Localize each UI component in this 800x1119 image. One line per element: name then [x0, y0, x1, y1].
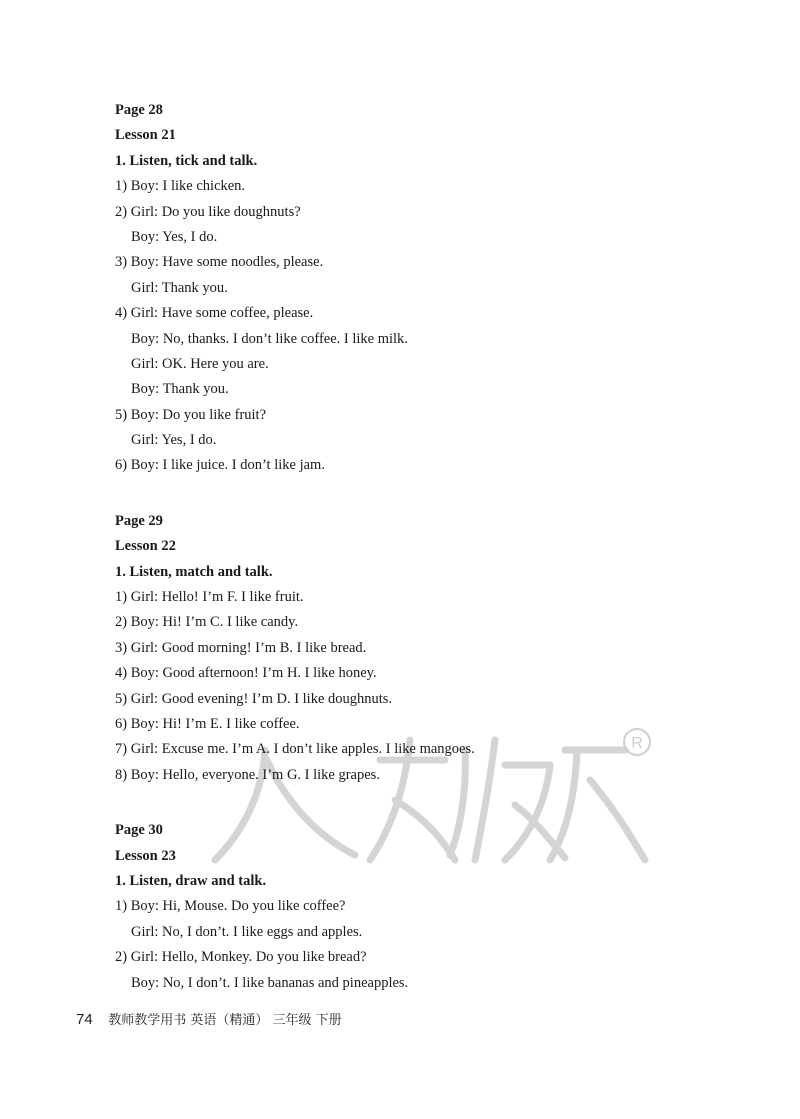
dialogue-line: Boy: Thank you.	[131, 381, 229, 398]
answer-key-content	[115, 98, 735, 1026]
dialogue-line: 3) Boy: Have some noodles, please.	[115, 254, 324, 271]
dialogue-line: Girl: Thank you.	[131, 279, 228, 296]
dialogue-line: 5) Boy: Do you like fruit?	[115, 406, 267, 423]
page-heading: Page 28	[115, 102, 163, 118]
dialogue-line: 6) Boy: I like juice. I don’t like jam.	[115, 457, 325, 474]
dialogue-line: 2) Boy: Hi! I’m C. I like candy.	[115, 614, 299, 631]
dialogue-line: 1) Boy: Hi, Mouse. Do you like coffee?	[115, 898, 346, 915]
transcript-section	[115, 818, 735, 996]
dialogue-line: 8) Boy: Hello, everyone. I’m G. I like grapes.	[115, 766, 380, 783]
dialogue-line: 4) Girl: Have some coffee, please.	[115, 305, 314, 322]
dialogue-line: 2) Girl: Hello, Monkey. Do you like bread?	[115, 949, 367, 966]
transcript-section	[115, 509, 735, 788]
page-footer	[76, 1009, 342, 1029]
book-title: 教师教学用书 英语（精通） 三年级 下册	[108, 1013, 342, 1028]
page-number: 74	[76, 1011, 93, 1028]
dialogue-line: Girl: Yes, I do.	[131, 432, 217, 449]
dialogue-line: 2) Girl: Do you like doughnuts?	[115, 203, 301, 220]
dialogue-line: Boy: No, thanks. I don’t like coffee. I like milk.	[131, 330, 408, 347]
dialogue-line: 7) Girl: Excuse me. I’m A. I don’t like apples. I like mangoes.	[115, 741, 475, 758]
dialogue-line: 4) Boy: Good afternoon! I’m H. I like honey.	[115, 665, 377, 682]
dialogue-line: Boy: No, I don’t. I like bananas and pineapples.	[131, 974, 409, 991]
dialogue-line: 5) Girl: Good evening! I’m D. I like doughnuts.	[115, 690, 393, 707]
page-heading: Page 30	[115, 822, 163, 839]
dialogue-line: Girl: OK. Here you are.	[131, 355, 269, 372]
dialogue-line: 3) Girl: Good morning! I’m B. I like bread.	[115, 639, 367, 656]
transcript-section	[115, 98, 735, 479]
dialogue-line: 6) Boy: Hi! I’m E. I like coffee.	[115, 715, 300, 732]
exercise-heading: 1. Listen, match and talk.	[115, 563, 273, 580]
exercise-heading: 1. Listen, draw and talk.	[115, 872, 267, 889]
page-heading: Page 29	[115, 512, 163, 529]
exercise-heading: 1. Listen, tick and talk.	[115, 152, 258, 169]
lesson-heading: Lesson 22	[115, 538, 176, 555]
dialogue-line: 1) Girl: Hello! I’m F. I like fruit.	[115, 589, 304, 606]
lesson-heading: Lesson 23	[115, 847, 176, 864]
lesson-heading: Lesson 21	[115, 127, 176, 144]
svg-text:R: R	[631, 735, 643, 752]
dialogue-line: 1) Boy: I like chicken.	[115, 178, 246, 195]
dialogue-line: Boy: Yes, I do.	[131, 228, 218, 245]
dialogue-line: Girl: No, I don’t. I like eggs and apples.	[131, 923, 363, 940]
